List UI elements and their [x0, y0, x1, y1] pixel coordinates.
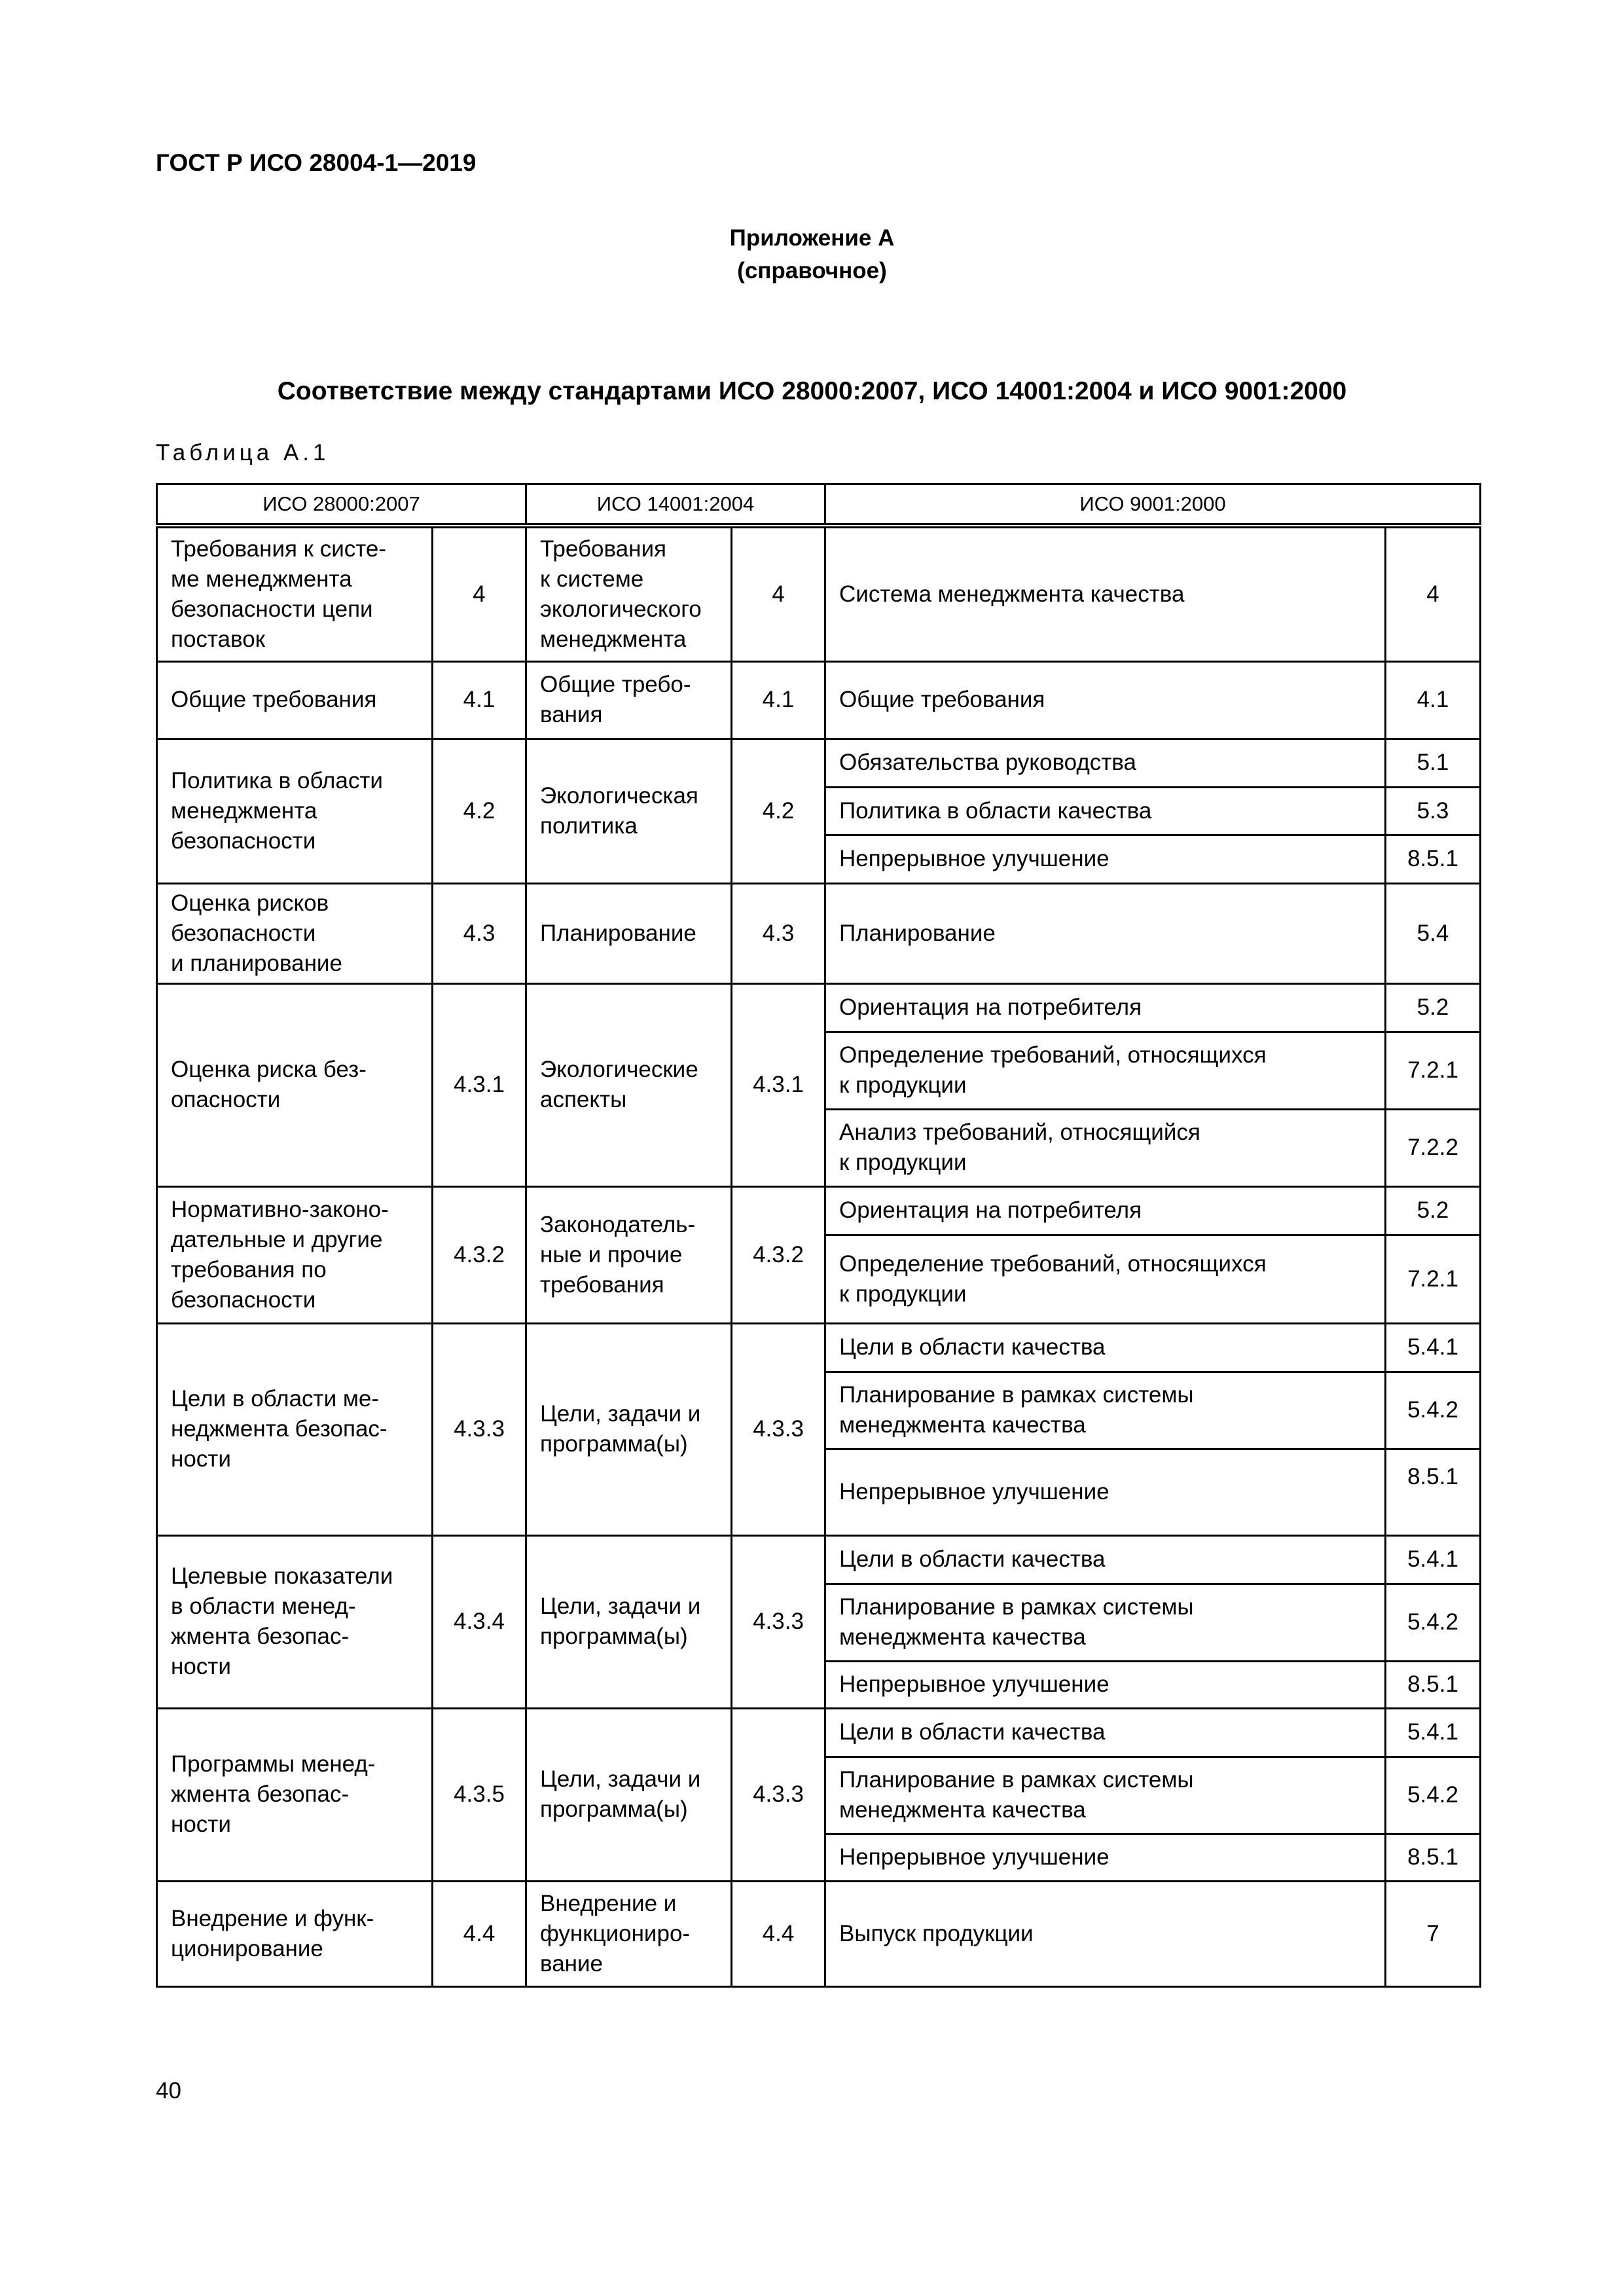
table-row — [157, 661, 1481, 738]
cell-line: Оценка риска без- — [171, 1057, 367, 1082]
cell-line: вания — [540, 702, 603, 727]
table-label: Таблица А.1 — [156, 440, 330, 465]
cell-line: поставок — [171, 626, 265, 652]
iso9001-clause-title — [825, 1372, 1386, 1449]
table-row — [157, 1881, 1481, 1986]
cell-line: Внедрение и функ- — [171, 1905, 374, 1931]
iso28000-clause-number: 4.3 — [433, 883, 526, 983]
cell-line: Определение требований, относящихся — [839, 1042, 1267, 1068]
iso9001-clause-number: 5.4.2 — [1386, 1372, 1481, 1449]
table-row — [157, 738, 1481, 787]
iso9001-clause-number: 7.2.1 — [1386, 1235, 1481, 1323]
iso9001-clause-number: 5.4 — [1386, 883, 1481, 983]
iso14001-clause-number: 4.2 — [732, 738, 825, 883]
cell-line: безопасности цепи — [171, 596, 373, 622]
cell-line: менеджмента — [171, 797, 317, 824]
iso14001-clause-number: 4.3.1 — [732, 983, 825, 1186]
cell-line: безопасности — [171, 920, 316, 946]
iso28000-clause-title — [157, 738, 433, 883]
iso28000-clause-number: 4.2 — [433, 738, 526, 883]
cell-line: Экологические — [540, 1057, 698, 1082]
iso9001-clause-number: 8.5.1 — [1386, 1661, 1481, 1708]
cell-line: Планирование в рамках системы — [839, 1382, 1194, 1408]
cell-line: Требования к систе- — [171, 536, 387, 562]
cell-line: Общие требо- — [540, 672, 691, 697]
iso14001-clause-title — [526, 526, 732, 661]
iso9001-clause-number: 7 — [1386, 1881, 1481, 1986]
cell-line: Законодатель- — [540, 1211, 696, 1237]
cell-line: аспекты — [540, 1087, 627, 1112]
iso9001-clause-title — [825, 1584, 1386, 1661]
iso14001-clause-title — [526, 661, 732, 738]
iso14001-clause-number: 4.3 — [732, 883, 825, 983]
iso14001-clause-number: 4.1 — [732, 661, 825, 738]
cell-line: Цели, задачи и — [540, 1594, 701, 1619]
cell-line: дательные и другие — [171, 1226, 383, 1252]
iso14001-clause-number: 4.3.3 — [732, 1708, 825, 1881]
correspondence-table — [156, 483, 1481, 1988]
iso14001-clause-title — [526, 983, 732, 1186]
cell-line: и планирование — [171, 950, 342, 976]
iso28000-clause-title — [157, 1323, 433, 1535]
table-row — [157, 526, 1481, 661]
cell-line: вание — [540, 1950, 604, 1977]
iso14001-clause-number: 4.3.3 — [732, 1535, 825, 1708]
cell-line: Цели в области ме- — [171, 1386, 380, 1412]
table-header-row — [157, 484, 1481, 526]
cell-line: Цели, задачи и — [540, 1401, 701, 1427]
iso9001-clause-number: 8.5.1 — [1386, 1449, 1481, 1535]
iso9001-clause-number: 5.4.1 — [1386, 1708, 1481, 1757]
iso9001-clause-number: 5.4.1 — [1386, 1535, 1481, 1584]
iso9001-clause-number: 4 — [1386, 526, 1481, 661]
iso28000-clause-title — [157, 526, 433, 661]
page-number: 40 — [156, 2078, 181, 2104]
iso14001-clause-number: 4.3.3 — [732, 1323, 825, 1535]
iso28000-clause-title — [157, 983, 433, 1186]
cell-line: неджмента безопас- — [171, 1416, 388, 1442]
iso28000-clause-title — [157, 1535, 433, 1708]
cell-line: в области менед- — [171, 1594, 356, 1619]
table-row — [157, 1708, 1481, 1757]
cell-line: Планирование в рамках системы — [839, 1594, 1194, 1620]
iso14001-clause-title — [526, 1323, 732, 1535]
iso28000-clause-title — [157, 1708, 433, 1881]
cell-line: менеджмента качества — [839, 1797, 1086, 1823]
iso9001-clause-number: 5.2 — [1386, 983, 1481, 1032]
table-row — [157, 1323, 1481, 1372]
cell-line: к продукции — [839, 1281, 967, 1307]
iso14001-clause-title: Планирование — [526, 883, 732, 983]
iso9001-clause-title: Обязательства руководства — [825, 738, 1386, 787]
iso9001-clause-title — [825, 1235, 1386, 1323]
iso28000-clause-number: 4.3.4 — [433, 1535, 526, 1708]
cell-line: экологического — [540, 596, 702, 622]
iso14001-clause-number: 4 — [732, 526, 825, 661]
iso9001-clause-title: Политика в области качества — [825, 787, 1386, 835]
iso9001-clause-title: Непрерывное улучшение — [825, 835, 1386, 883]
iso28000-clause-title — [157, 883, 433, 983]
iso9001-clause-title: Общие требования — [825, 661, 1386, 738]
iso9001-clause-number: 5.4.2 — [1386, 1584, 1481, 1661]
iso9001-clause-title: Цели в области качества — [825, 1323, 1386, 1372]
document-code: ГОСТ Р ИСО 28004-1—2019 — [156, 149, 477, 176]
iso9001-clause-number: 8.5.1 — [1386, 1834, 1481, 1881]
cell-line: программа(ы) — [540, 1796, 688, 1822]
iso9001-clause-title: Ориентация на потребителя — [825, 983, 1386, 1032]
table-row — [157, 1186, 1481, 1235]
iso9001-clause-title: Ориентация на потребителя — [825, 1186, 1386, 1235]
iso28000-clause-title — [157, 1881, 433, 1986]
iso28000-clause-number: 4.3.3 — [433, 1323, 526, 1535]
cell-line: опасности — [171, 1087, 281, 1112]
cell-line: Требования — [540, 536, 666, 562]
iso9001-clause-title: Система менеджмента качества — [825, 526, 1386, 661]
table-row — [157, 1535, 1481, 1584]
iso14001-clause-title — [526, 738, 732, 883]
cell-line: менеджмента качества — [839, 1412, 1086, 1438]
cell-line: ности — [171, 1654, 231, 1679]
cell-line: безопасности — [171, 1286, 316, 1313]
table-body — [157, 484, 1481, 1987]
iso14001-clause-title — [526, 1186, 732, 1323]
cell-line: ности — [171, 1446, 231, 1472]
iso9001-clause-title — [825, 1032, 1386, 1109]
table-row — [157, 983, 1481, 1032]
iso9001-clause-number: 7.2.2 — [1386, 1109, 1481, 1186]
cell-line: ности — [171, 1812, 231, 1837]
cell-line: жмента безопас- — [171, 1781, 350, 1807]
cell-line: менеджмента качества — [839, 1624, 1086, 1650]
cell-line: политика — [540, 812, 638, 839]
iso9001-clause-number: 7.2.1 — [1386, 1032, 1481, 1109]
cell-line: Экологическая — [540, 782, 698, 809]
cell-line: Цели, задачи и — [540, 1766, 701, 1792]
iso9001-clause-number: 4.1 — [1386, 661, 1481, 738]
cell-line: менеджмента — [540, 626, 687, 652]
iso9001-clause-number: 8.5.1 — [1386, 835, 1481, 883]
cell-line: к продукции — [839, 1150, 967, 1175]
cell-line: Оценка рисков — [171, 890, 329, 916]
iso14001-clause-title — [526, 1881, 732, 1986]
cell-line: программа(ы) — [540, 1431, 688, 1457]
cell-line: ме менеджмента — [171, 566, 352, 592]
cell-line: Анализ требований, относящийся — [839, 1120, 1200, 1145]
iso14001-clause-number: 4.3.2 — [732, 1186, 825, 1323]
cell-line: к продукции — [839, 1072, 967, 1098]
cell-line: жмента безопас- — [171, 1624, 350, 1649]
header-iso-28000: ИСО 28000:2007 — [157, 484, 526, 526]
annex-title: Приложение А — [729, 225, 895, 251]
header-iso-9001: ИСО 9001:2000 — [825, 484, 1481, 526]
iso9001-clause-number: 5.1 — [1386, 738, 1481, 787]
header-iso-14001: ИСО 14001:2004 — [526, 484, 825, 526]
annex-subtitle: (справочное) — [737, 258, 887, 283]
iso28000-clause-title — [157, 1186, 433, 1323]
cell-line: Программы менед- — [171, 1751, 376, 1777]
iso9001-clause-number: 5.4.2 — [1386, 1757, 1481, 1834]
iso28000-clause-number: 4.3.5 — [433, 1708, 526, 1881]
iso9001-clause-title: Цели в области качества — [825, 1535, 1386, 1584]
cell-line: требования по — [171, 1256, 327, 1283]
cell-line: Определение требований, относящихся — [839, 1250, 1267, 1277]
cell-line: Политика в области — [171, 767, 383, 793]
iso28000-clause-number: 4.4 — [433, 1881, 526, 1986]
page-title: Соответствие между стандартами ИСО 28000:2007, ИСО 14001:2004 и ИСО 9001:2000 — [277, 377, 1347, 405]
iso28000-clause-number: 4.1 — [433, 661, 526, 738]
cell-line: требования — [540, 1271, 664, 1298]
iso28000-clause-title: Общие требования — [157, 661, 433, 738]
iso9001-clause-title: Непрерывное улучшение — [825, 1661, 1386, 1708]
iso9001-clause-title — [825, 1757, 1386, 1834]
iso9001-clause-title — [825, 1109, 1386, 1186]
iso9001-clause-number: 5.2 — [1386, 1186, 1481, 1235]
cell-line: безопасности — [171, 828, 316, 854]
iso9001-clause-number: 5.4.1 — [1386, 1323, 1481, 1372]
cell-line: Нормативно-законо- — [171, 1196, 389, 1222]
iso9001-clause-number: 5.3 — [1386, 787, 1481, 835]
table-row — [157, 883, 1481, 983]
cell-line: к системе — [540, 566, 644, 592]
iso9001-clause-title: Выпуск продукции — [825, 1881, 1386, 1986]
cell-line: функциониро- — [540, 1920, 691, 1946]
iso28000-clause-number: 4.3.2 — [433, 1186, 526, 1323]
cell-line: ционирование — [171, 1935, 323, 1961]
iso14001-clause-title — [526, 1535, 732, 1708]
iso9001-clause-title: Цели в области качества — [825, 1708, 1386, 1757]
cell-line: Внедрение и — [540, 1890, 677, 1916]
cell-line: Планирование в рамках системы — [839, 1767, 1194, 1793]
iso28000-clause-number: 4 — [433, 526, 526, 661]
iso9001-clause-title: Непрерывное улучшение — [825, 1834, 1386, 1881]
iso14001-clause-number: 4.4 — [732, 1881, 825, 1986]
cell-line: программа(ы) — [540, 1624, 688, 1649]
cell-line: ные и прочие — [540, 1241, 683, 1267]
iso9001-clause-title: Планирование — [825, 883, 1386, 983]
cell-line: Целевые показатели — [171, 1563, 393, 1589]
iso28000-clause-number: 4.3.1 — [433, 983, 526, 1186]
iso14001-clause-title — [526, 1708, 732, 1881]
iso9001-clause-title: Непрерывное улучшение — [825, 1449, 1386, 1535]
